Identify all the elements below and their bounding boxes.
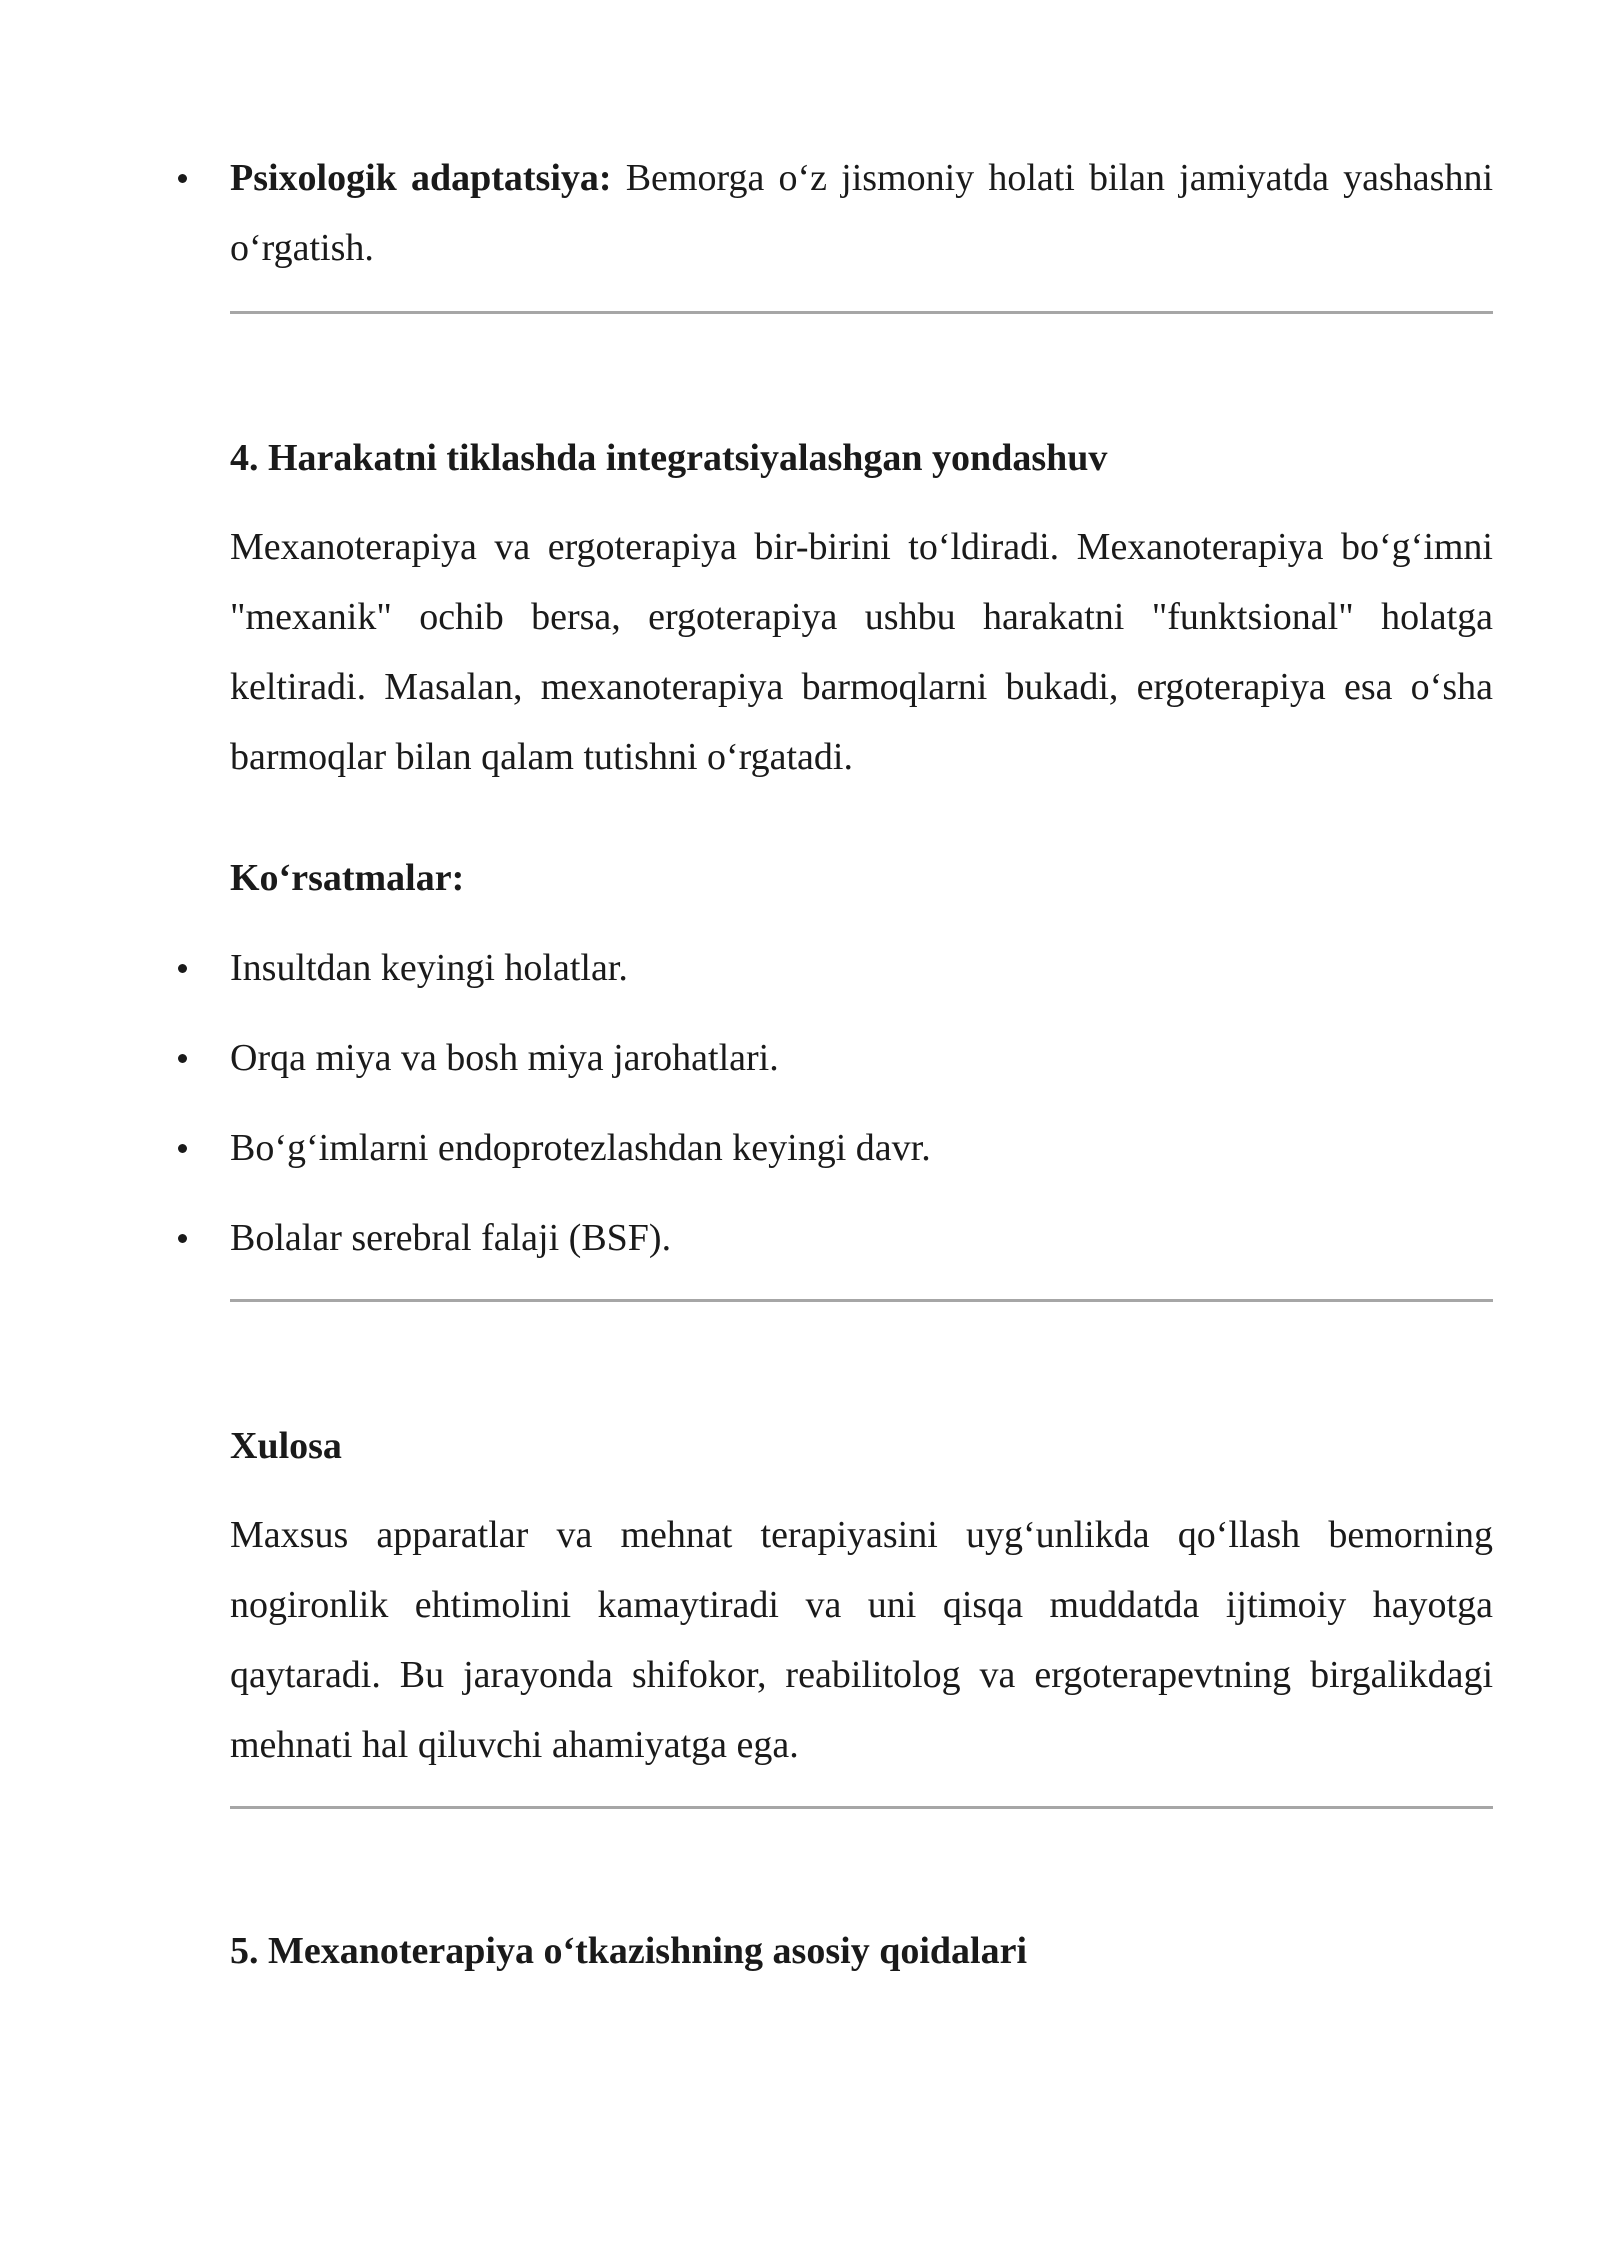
bullet-icon (178, 1234, 187, 1243)
conclusion-heading: Xulosa (230, 1425, 342, 1467)
section-5-heading: 5. Mexanoterapiya o‘tkazishning asosiy qoidalari (230, 1930, 1027, 1972)
list-item-text: Bo‘g‘imlarni endoprotezlashdan keyingi davr. (230, 1127, 931, 1169)
bullet-icon (178, 1144, 187, 1153)
conclusion-paragraph: Maxsus apparatlar va mehnat terapiyasini uyg‘unlikda qo‘llash bemorning nogironlik ehtimolini kamaytiradi va uni qisqa muddatda ijtimoiy hayotga qaytaradi. Bu jarayonda shifokor, reabilitolog va ergoterapevtning birgalikdagi mehnati hal qiluvchi ahamiyatga ega. (230, 1514, 1493, 1766)
list-item-text: Insultdan keyingi holatlar. (230, 947, 628, 989)
list-item (230, 1203, 1493, 1273)
list-item-text: Orqa miya va bosh miya jarohatlari. (230, 1037, 779, 1079)
bullet-term: Psixologik adaptatsiya: (230, 157, 612, 199)
list-item (230, 1023, 1493, 1093)
list-item (230, 1113, 1493, 1183)
list-item-text: Bolalar serebral falaji (BSF). (230, 1217, 672, 1259)
divider (230, 1806, 1493, 1809)
bullet-icon (178, 964, 187, 973)
bullet-icon (178, 1054, 187, 1063)
bullet-icon (178, 174, 187, 183)
bullet-description: Bemorga o‘z jismoniy holati bilan jamiyatda yashashni o‘rgatish. (230, 157, 1493, 269)
indications-heading: Ko‘rsatmalar: (230, 857, 465, 899)
divider (230, 311, 1493, 314)
list-item (230, 933, 1493, 1003)
bullet-psychological-adaptation (230, 143, 1493, 283)
section-4-paragraph: Mexanoterapiya va ergoterapiya bir-birini to‘ldiradi. Mexanoterapiya bo‘g‘imni "mexanik" ochib bersa, ergoterapiya ushbu harakatni "funktsional" holatga keltiradi. Masalan, mexanoterapiya barmoqlarni bukadi, ergoterapiya esa o‘sha barmoqlar bilan qalam tutishni o‘rgatadi. (230, 526, 1493, 778)
divider (230, 1299, 1493, 1302)
section-4-heading: 4. Harakatni tiklashda integratsiyalashgan yondashuv (230, 437, 1108, 479)
